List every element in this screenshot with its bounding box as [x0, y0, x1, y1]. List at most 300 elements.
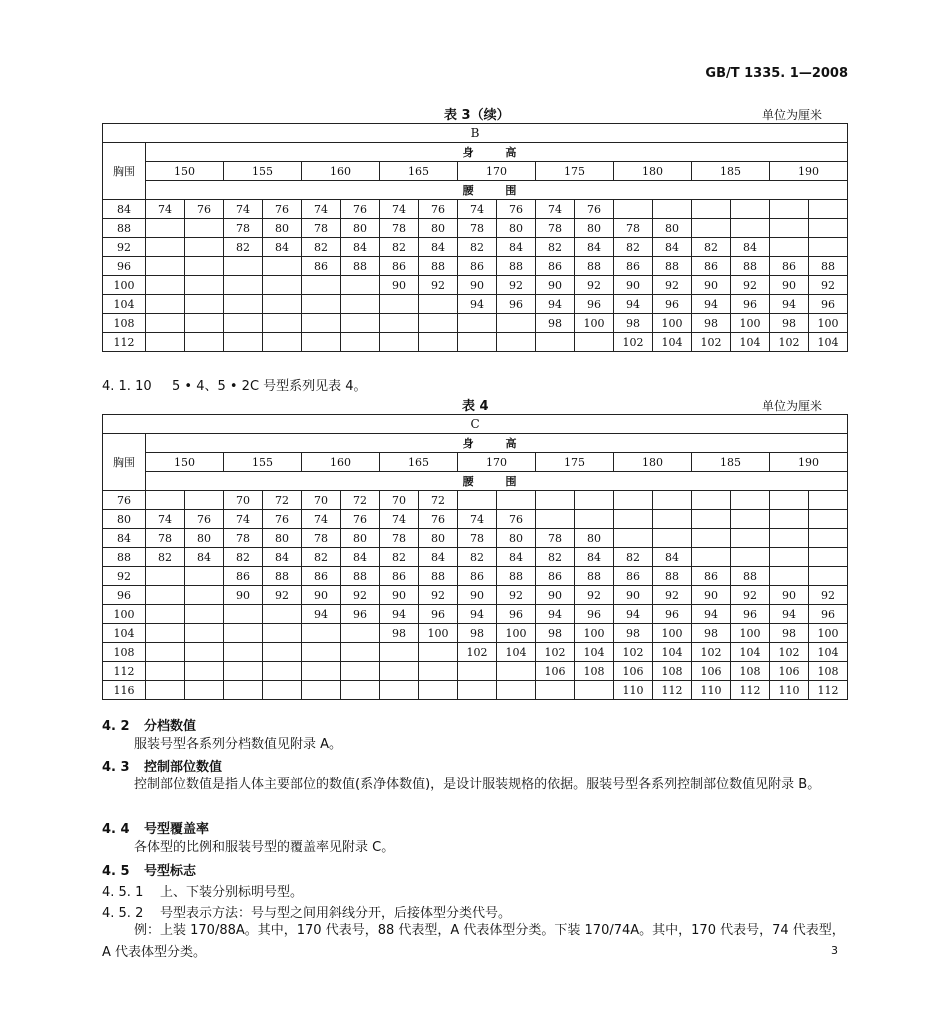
waist-value: 94	[770, 295, 809, 314]
section-title: 分档数值	[144, 719, 197, 734]
waist-value	[263, 643, 302, 662]
waist-value	[224, 333, 263, 352]
waist-value: 70	[224, 491, 263, 510]
waist-value	[458, 681, 497, 700]
chest-value: 96	[103, 586, 146, 605]
table-row	[103, 219, 848, 238]
waist-value	[770, 238, 809, 257]
waist-value	[224, 681, 263, 700]
waist-value	[302, 333, 341, 352]
waist-value: 108	[809, 662, 848, 681]
waist-value: 80	[341, 219, 380, 238]
height-value: 185	[692, 162, 770, 181]
section-number: 4. 3	[102, 760, 130, 775]
waist-value: 86	[302, 257, 341, 276]
waist-value	[302, 276, 341, 295]
waist-value	[497, 681, 536, 700]
waist-value	[731, 200, 770, 219]
waist-value: 82	[614, 548, 653, 567]
waist-value: 82	[380, 548, 419, 567]
waist-value: 76	[185, 510, 224, 529]
waist-value	[770, 219, 809, 238]
waist-value	[575, 681, 614, 700]
group-row	[103, 415, 848, 434]
waist-value: 76	[419, 200, 458, 219]
waist-value: 84	[419, 238, 458, 257]
waist-value	[263, 605, 302, 624]
waist-value: 96	[575, 605, 614, 624]
waist-value	[185, 314, 224, 333]
waist-value: 86	[614, 257, 653, 276]
table-row	[103, 238, 848, 257]
chest-value: 108	[103, 314, 146, 333]
table-row	[103, 295, 848, 314]
height-value: 155	[224, 453, 302, 472]
height-label: 身 高	[146, 434, 848, 453]
waist-value: 90	[770, 586, 809, 605]
waist-value: 82	[224, 238, 263, 257]
sec-4-3-heading	[102, 756, 222, 775]
waist-value: 98	[770, 314, 809, 333]
waist-value	[146, 491, 185, 510]
height-value: 170	[458, 453, 536, 472]
waist-value	[146, 681, 185, 700]
waist-value	[614, 491, 653, 510]
waist-value	[263, 257, 302, 276]
waist-value: 84	[575, 548, 614, 567]
waist-value	[341, 295, 380, 314]
waist-value	[458, 333, 497, 352]
waist-value: 90	[458, 586, 497, 605]
waist-value: 86	[770, 257, 809, 276]
waist-value	[146, 643, 185, 662]
waist-value: 94	[536, 295, 575, 314]
table-row	[103, 257, 848, 276]
waist-value: 88	[731, 567, 770, 586]
height-label-row	[103, 434, 848, 453]
waist-value	[224, 295, 263, 314]
waist-value: 88	[419, 257, 458, 276]
waist-value: 104	[731, 643, 770, 662]
table-row	[103, 333, 848, 352]
waist-value: 88	[497, 567, 536, 586]
section-number: 4. 5. 2	[102, 906, 144, 921]
waist-value: 84	[653, 548, 692, 567]
waist-value: 96	[497, 295, 536, 314]
waist-value	[185, 219, 224, 238]
waist-value	[809, 567, 848, 586]
waist-value: 80	[185, 529, 224, 548]
waist-value	[614, 200, 653, 219]
height-value: 175	[536, 162, 614, 181]
waist-value: 92	[497, 586, 536, 605]
waist-value: 90	[692, 276, 731, 295]
waist-value: 82	[380, 238, 419, 257]
waist-value	[770, 200, 809, 219]
waist-value	[536, 510, 575, 529]
waist-value: 98	[458, 624, 497, 643]
waist-value: 74	[302, 510, 341, 529]
waist-value: 104	[809, 643, 848, 662]
waist-value: 96	[419, 605, 458, 624]
table4-unit: 单位为厘米	[762, 399, 823, 413]
waist-value	[614, 529, 653, 548]
waist-value: 72	[341, 491, 380, 510]
waist-value	[380, 314, 419, 333]
waist-value: 76	[497, 510, 536, 529]
section-text: 5 • 4、5 • 2C 号型系列见表 4。	[172, 379, 367, 394]
waist-value: 90	[380, 586, 419, 605]
waist-value: 82	[458, 238, 497, 257]
waist-value: 70	[380, 491, 419, 510]
waist-value	[692, 200, 731, 219]
waist-value: 80	[497, 529, 536, 548]
waist-value	[380, 662, 419, 681]
waist-value: 106	[770, 662, 809, 681]
waist-value: 72	[263, 491, 302, 510]
table-row	[103, 529, 848, 548]
waist-value: 76	[497, 200, 536, 219]
chest-value: 104	[103, 624, 146, 643]
waist-value	[146, 276, 185, 295]
height-value: 190	[770, 453, 848, 472]
waist-value	[458, 491, 497, 510]
waist-value: 88	[341, 567, 380, 586]
waist-value	[185, 662, 224, 681]
waist-value: 80	[497, 219, 536, 238]
height-value: 155	[224, 162, 302, 181]
chest-label: 胸围	[103, 143, 146, 200]
waist-value: 84	[185, 548, 224, 567]
waist-value: 90	[614, 276, 653, 295]
waist-value: 94	[692, 605, 731, 624]
waist-value: 98	[614, 314, 653, 333]
waist-value: 80	[653, 219, 692, 238]
waist-value: 94	[692, 295, 731, 314]
waist-value: 94	[536, 605, 575, 624]
waist-value: 88	[341, 257, 380, 276]
waist-value: 94	[614, 605, 653, 624]
waist-value: 98	[380, 624, 419, 643]
waist-value: 80	[263, 219, 302, 238]
waist-value: 108	[731, 662, 770, 681]
waist-value: 102	[614, 643, 653, 662]
waist-value: 92	[731, 586, 770, 605]
waist-value	[302, 643, 341, 662]
sec-4-4-heading	[102, 818, 209, 837]
waist-value: 78	[536, 529, 575, 548]
table-row	[103, 200, 848, 219]
waist-value: 84	[263, 238, 302, 257]
waist-value: 92	[575, 276, 614, 295]
waist-value	[653, 200, 692, 219]
waist-value: 100	[653, 314, 692, 333]
height-value: 160	[302, 162, 380, 181]
waist-value: 102	[536, 643, 575, 662]
waist-value: 94	[770, 605, 809, 624]
waist-value	[770, 529, 809, 548]
height-value: 150	[146, 162, 224, 181]
waist-value: 112	[731, 681, 770, 700]
table-row	[103, 662, 848, 681]
waist-value: 90	[614, 586, 653, 605]
waist-value: 92	[809, 586, 848, 605]
waist-value	[146, 624, 185, 643]
section-text: 号型表示方法：号与型之间用斜线分开，后接体型分类代号。	[160, 906, 512, 921]
table-row	[103, 624, 848, 643]
waist-value	[185, 333, 224, 352]
chest-value: 84	[103, 200, 146, 219]
waist-value: 90	[692, 586, 731, 605]
waist-value	[614, 510, 653, 529]
waist-value: 94	[302, 605, 341, 624]
waist-value	[809, 238, 848, 257]
table-row	[103, 586, 848, 605]
waist-value: 102	[458, 643, 497, 662]
table3-caption: 表 3（续）	[444, 108, 510, 123]
waist-value	[341, 276, 380, 295]
waist-value: 96	[731, 605, 770, 624]
waist-value: 90	[536, 586, 575, 605]
chest-value: 116	[103, 681, 146, 700]
waist-value: 80	[419, 219, 458, 238]
waist-value: 88	[575, 567, 614, 586]
waist-value: 82	[614, 238, 653, 257]
waist-value	[224, 257, 263, 276]
waist-value: 82	[536, 548, 575, 567]
waist-value: 108	[575, 662, 614, 681]
waist-value: 80	[263, 529, 302, 548]
table-row	[103, 567, 848, 586]
waist-value: 96	[575, 295, 614, 314]
waist-value: 84	[341, 548, 380, 567]
waist-value: 84	[341, 238, 380, 257]
chest-value: 84	[103, 529, 146, 548]
waist-value	[146, 586, 185, 605]
sec-4-1-10	[102, 375, 367, 394]
waist-value: 108	[653, 662, 692, 681]
waist-value	[263, 681, 302, 700]
waist-value	[341, 681, 380, 700]
height-value: 160	[302, 453, 380, 472]
waist-value: 78	[302, 219, 341, 238]
waist-value	[380, 333, 419, 352]
sec-4-5-2	[102, 902, 511, 921]
waist-value	[575, 510, 614, 529]
waist-value: 74	[146, 510, 185, 529]
waist-value	[809, 529, 848, 548]
waist-value: 100	[575, 314, 614, 333]
waist-value	[224, 624, 263, 643]
waist-value: 84	[575, 238, 614, 257]
waist-value: 104	[731, 333, 770, 352]
chest-value: 76	[103, 491, 146, 510]
section-number: 4. 4	[102, 822, 130, 837]
waist-value: 104	[497, 643, 536, 662]
waist-value	[497, 333, 536, 352]
height-value: 165	[380, 453, 458, 472]
height-value: 150	[146, 453, 224, 472]
waist-value: 96	[809, 605, 848, 624]
group-label: B	[103, 124, 848, 143]
waist-value	[458, 662, 497, 681]
chest-value: 92	[103, 567, 146, 586]
waist-value	[302, 681, 341, 700]
waist-value	[419, 314, 458, 333]
waist-value	[146, 605, 185, 624]
waist-value: 94	[380, 605, 419, 624]
waist-value	[419, 662, 458, 681]
waist-value: 90	[302, 586, 341, 605]
table-row	[103, 605, 848, 624]
sec-4-2-heading	[102, 715, 196, 734]
chest-value: 88	[103, 219, 146, 238]
waist-value: 112	[653, 681, 692, 700]
waist-value: 88	[731, 257, 770, 276]
waist-value	[185, 276, 224, 295]
waist-value	[653, 529, 692, 548]
waist-value: 92	[497, 276, 536, 295]
waist-value: 100	[809, 314, 848, 333]
group-row	[103, 124, 848, 143]
waist-value	[809, 491, 848, 510]
waist-value	[497, 491, 536, 510]
waist-value	[185, 624, 224, 643]
waist-value: 78	[458, 529, 497, 548]
table4	[102, 414, 848, 700]
waist-value: 88	[653, 567, 692, 586]
waist-value: 74	[458, 200, 497, 219]
waist-value: 78	[380, 219, 419, 238]
waist-value	[146, 238, 185, 257]
waist-value: 102	[770, 643, 809, 662]
waist-value: 92	[653, 586, 692, 605]
waist-value	[809, 219, 848, 238]
waist-label-row	[103, 472, 848, 491]
waist-value	[809, 510, 848, 529]
waist-value: 74	[224, 200, 263, 219]
waist-value	[692, 548, 731, 567]
waist-value: 78	[302, 529, 341, 548]
waist-value	[575, 491, 614, 510]
waist-value	[497, 662, 536, 681]
waist-value: 98	[614, 624, 653, 643]
waist-value: 94	[614, 295, 653, 314]
waist-value: 90	[224, 586, 263, 605]
waist-value: 80	[341, 529, 380, 548]
waist-value: 86	[302, 567, 341, 586]
height-value: 170	[458, 162, 536, 181]
sec-4-5-heading	[102, 860, 196, 879]
waist-value: 98	[770, 624, 809, 643]
table-row	[103, 276, 848, 295]
waist-value: 82	[692, 238, 731, 257]
waist-value	[380, 681, 419, 700]
waist-value	[692, 529, 731, 548]
waist-value: 106	[536, 662, 575, 681]
waist-value: 86	[692, 567, 731, 586]
waist-value: 78	[224, 219, 263, 238]
section-title: 控制部位数值	[144, 760, 223, 775]
waist-value	[185, 681, 224, 700]
waist-value	[770, 567, 809, 586]
waist-value	[263, 662, 302, 681]
waist-value: 104	[575, 643, 614, 662]
waist-value: 92	[731, 276, 770, 295]
height-value: 180	[614, 162, 692, 181]
waist-value	[146, 314, 185, 333]
waist-value	[731, 548, 770, 567]
waist-value: 74	[380, 510, 419, 529]
waist-value	[692, 510, 731, 529]
waist-value: 100	[653, 624, 692, 643]
waist-value	[770, 548, 809, 567]
waist-value: 86	[458, 567, 497, 586]
waist-value	[263, 314, 302, 333]
waist-value: 78	[146, 529, 185, 548]
waist-value: 82	[224, 548, 263, 567]
waist-value: 98	[536, 314, 575, 333]
chest-value: 80	[103, 510, 146, 529]
page-number: 3	[831, 944, 838, 957]
waist-value	[263, 624, 302, 643]
waist-value	[536, 681, 575, 700]
waist-value: 110	[692, 681, 731, 700]
chest-label: 胸围	[103, 434, 146, 491]
waist-value	[341, 662, 380, 681]
waist-value: 82	[146, 548, 185, 567]
sec-4-4-body: 各体型的比例和服装号型的覆盖率见附录 C。	[134, 840, 395, 855]
table-row	[103, 643, 848, 662]
waist-value: 86	[614, 567, 653, 586]
waist-value: 106	[692, 662, 731, 681]
waist-value	[185, 295, 224, 314]
waist-value	[380, 643, 419, 662]
waist-value: 84	[263, 548, 302, 567]
waist-value: 100	[575, 624, 614, 643]
waist-value: 88	[809, 257, 848, 276]
chest-value: 108	[103, 643, 146, 662]
waist-value: 102	[692, 643, 731, 662]
waist-value: 82	[536, 238, 575, 257]
waist-value: 100	[809, 624, 848, 643]
table-row	[103, 681, 848, 700]
waist-value	[185, 491, 224, 510]
height-label: 身 高	[146, 143, 848, 162]
waist-value	[731, 510, 770, 529]
waist-value: 102	[614, 333, 653, 352]
waist-value: 84	[653, 238, 692, 257]
waist-value: 104	[809, 333, 848, 352]
waist-value: 92	[419, 276, 458, 295]
waist-value	[185, 238, 224, 257]
waist-value	[263, 295, 302, 314]
waist-value: 84	[497, 238, 536, 257]
waist-value	[263, 333, 302, 352]
chest-value: 100	[103, 605, 146, 624]
example-text: 例：上装 170/88A。其中，170 代表号，88 代表型，A 代表体型分类。下装 170/74A。其中，170 代表号，74 代表型，A 代表体型分类。	[102, 923, 845, 960]
waist-value	[146, 333, 185, 352]
section-title: 号型标志	[144, 864, 197, 879]
waist-value	[302, 662, 341, 681]
waist-value	[731, 529, 770, 548]
waist-value: 78	[380, 529, 419, 548]
waist-value	[770, 510, 809, 529]
waist-value: 84	[497, 548, 536, 567]
waist-value: 76	[341, 510, 380, 529]
waist-value	[770, 491, 809, 510]
waist-value: 88	[419, 567, 458, 586]
